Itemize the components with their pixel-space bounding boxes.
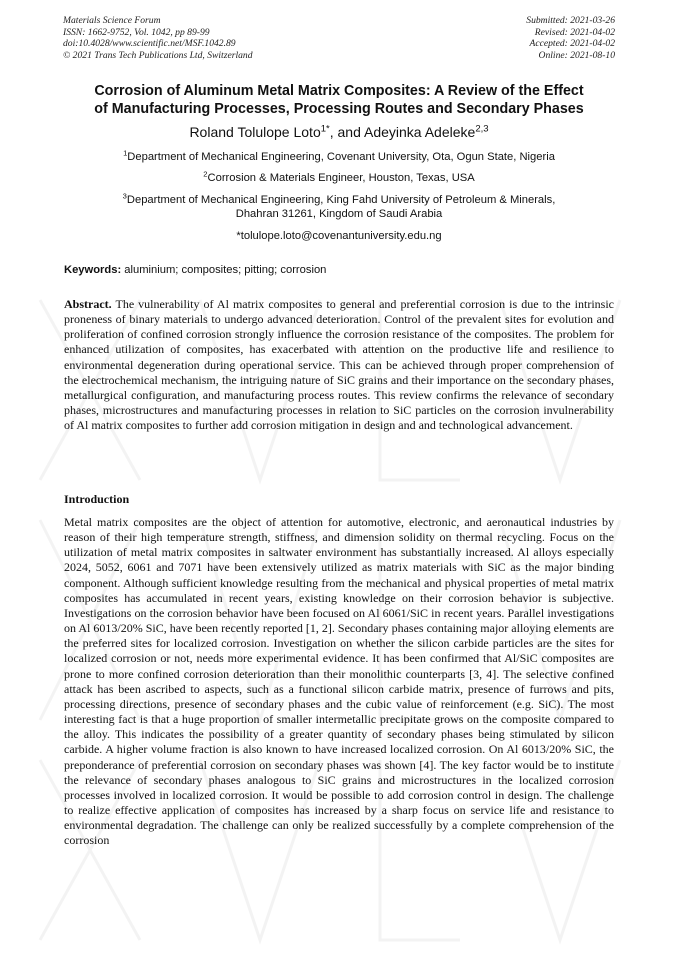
journal-copyright: © 2021 Trans Tech Publications Ltd, Switzerland bbox=[63, 49, 253, 61]
date-online: Online: 2021-08-10 bbox=[538, 49, 615, 61]
author-2: Adeyinka Adeleke bbox=[364, 124, 476, 140]
journal-issn: ISSN: 1662-9752, Vol. 1042, pp 89-99 bbox=[63, 26, 210, 38]
author-list bbox=[40, 123, 638, 141]
affiliation-1 bbox=[40, 150, 638, 164]
journal-name: Materials Science Forum bbox=[63, 15, 161, 26]
abstract-label: Abstract. bbox=[64, 297, 112, 311]
journal-info bbox=[63, 15, 253, 61]
corresponding-email[interactable]: *tolulope.loto@covenantuniversity.edu.ng bbox=[236, 230, 442, 242]
affiliation-3-marker: 3 bbox=[122, 191, 127, 201]
date-accepted: Accepted: 2021-04-02 bbox=[529, 38, 615, 50]
affiliation-3 bbox=[40, 193, 638, 221]
author-separator: , and bbox=[329, 124, 364, 140]
affiliation-2 bbox=[40, 171, 638, 185]
journal-doi[interactable]: doi:10.4028/www.scientific.net/MSF.1042.89 bbox=[63, 38, 236, 50]
abstract bbox=[64, 297, 614, 433]
author-2-marker: 2,3 bbox=[475, 123, 489, 135]
author-1: Roland Tolulope Loto bbox=[189, 124, 321, 140]
paper-title bbox=[40, 82, 638, 118]
date-revised: Revised: 2021-04-02 bbox=[534, 26, 615, 38]
keywords-label: Keywords: bbox=[64, 264, 122, 276]
affiliation-3-line-1: Department of Mechanical Engineering, King Fahd University of Petroleum & Minerals, bbox=[126, 194, 556, 206]
publication-dates bbox=[526, 15, 615, 61]
date-submitted: Submitted: 2021-03-26 bbox=[526, 15, 615, 26]
title-line-1: Corrosion of Aluminum Metal Matrix Composites: A Review of the Effect bbox=[94, 83, 584, 99]
keywords bbox=[64, 263, 326, 277]
abstract-text: The vulnerability of Al matrix composites to general and preferential corrosion is due to the intrinsic proneness of binary materials to undergo advanced deterioration. Control of the prevalent sites for evolution and proliferation of confined corrosion strongly influence the corrosion resistance of the composites. The problem for enhanced utilization of composites, has exacerbated with attention on the productive life and resilience to environmental degeneration during operational service. This can be achieved through proper comprehension of the electrochemical mechanism, the intriguing nature of SiC grains and their importance on the secondary phases, metallurgical configuration, and manufacturing process routes. This review confirms the relevance of secondary phases, microstructures and manufacturing processes in relation to SiC particles on the corrosion invulnerability of Al matrix composites to further add corrosion mitigation in design and and technological advancement. bbox=[64, 297, 614, 433]
introduction-heading: Introduction bbox=[64, 492, 130, 506]
author-1-marker: 1* bbox=[320, 123, 330, 135]
affiliation-2-marker: 2 bbox=[203, 169, 208, 179]
keywords-text: aluminium; composites; pitting; corrosion bbox=[121, 264, 327, 276]
affiliation-1-marker: 1 bbox=[123, 148, 128, 158]
affiliation-1-text: Department of Mechanical Engineering, Covenant University, Ota, Ogun State, Nigeria bbox=[127, 151, 555, 163]
introduction-text: Metal matrix composites are the object of attention for automotive, electronic, and aeronautical industries by reason of their high temperature strength, stiffness, and dimension solidity on thermal recycling. Focus on the utilization of metal matrix composites in saltwater environment has substantially increased. Al alloys especially 2024, 5052, 6061 and 7071 have been extensively utilized as matrix materials with SiC as the major binding component. Although sufficient knowledge resulting from the mechanical and physical properties of metal matrix composites has accumulated in recent years, existing knowledge on their corrosion behavior is subjective. Investigations on the corrosion behavior have been focused on Al 6061/SiC in recent years. Parallel investigations on Al 6013/20% SiC, have been recently reported [1, 2]. Secondary phases containing major alloying elements are the preferred sites for localized corrosion. Investigation on whether the silicon carbide particles are the sites for localized corrosion or not, needs more experimental evidence. It has been confirmed that Al/SiC composites are prone to more confined corrosion deterioration than their monolithic counterparts [3, 4]. The selective confined attack has been ascribed to aspects, such as a functional silicon carbide matrix, presence of furrows and pits, processing directions, presence of secondary phases and the cubic value of reinforcement (e.g. SiC). The most interesting fact is that a huge proportion of smaller intermetallic precipitate grows on the composite compared to the alloy. This indicates the possibility of a greater quantity of secondary phases being stimulated by silicon carbide. A higher volume fraction is also known to have increased localized corrosion. On Al 6013/20% SiC, the preponderance of preferential corrosion on secondary phases was shown [4]. The key factor would be to institute the relevance of secondary phases analogous to SiC grains and microstructures in the localized corrosion processes involved in localized corrosion. It would be possible to add corrosion control in design. The challenge to realize effective application of composites has increased by a sharp focus on service life and resistance to environmental degradation. The challenge can only be realized successfully by a complete comprehension of the corrosion bbox=[64, 515, 614, 848]
title-line-2: of Manufacturing Processes, Processing Routes and Secondary Phases bbox=[94, 101, 584, 117]
affiliation-3-line-2: Dhahran 31261, Kingdom of Saudi Arabia bbox=[235, 208, 443, 220]
affiliation-2-text: Corrosion & Materials Engineer, Houston, Texas, USA bbox=[207, 172, 475, 184]
